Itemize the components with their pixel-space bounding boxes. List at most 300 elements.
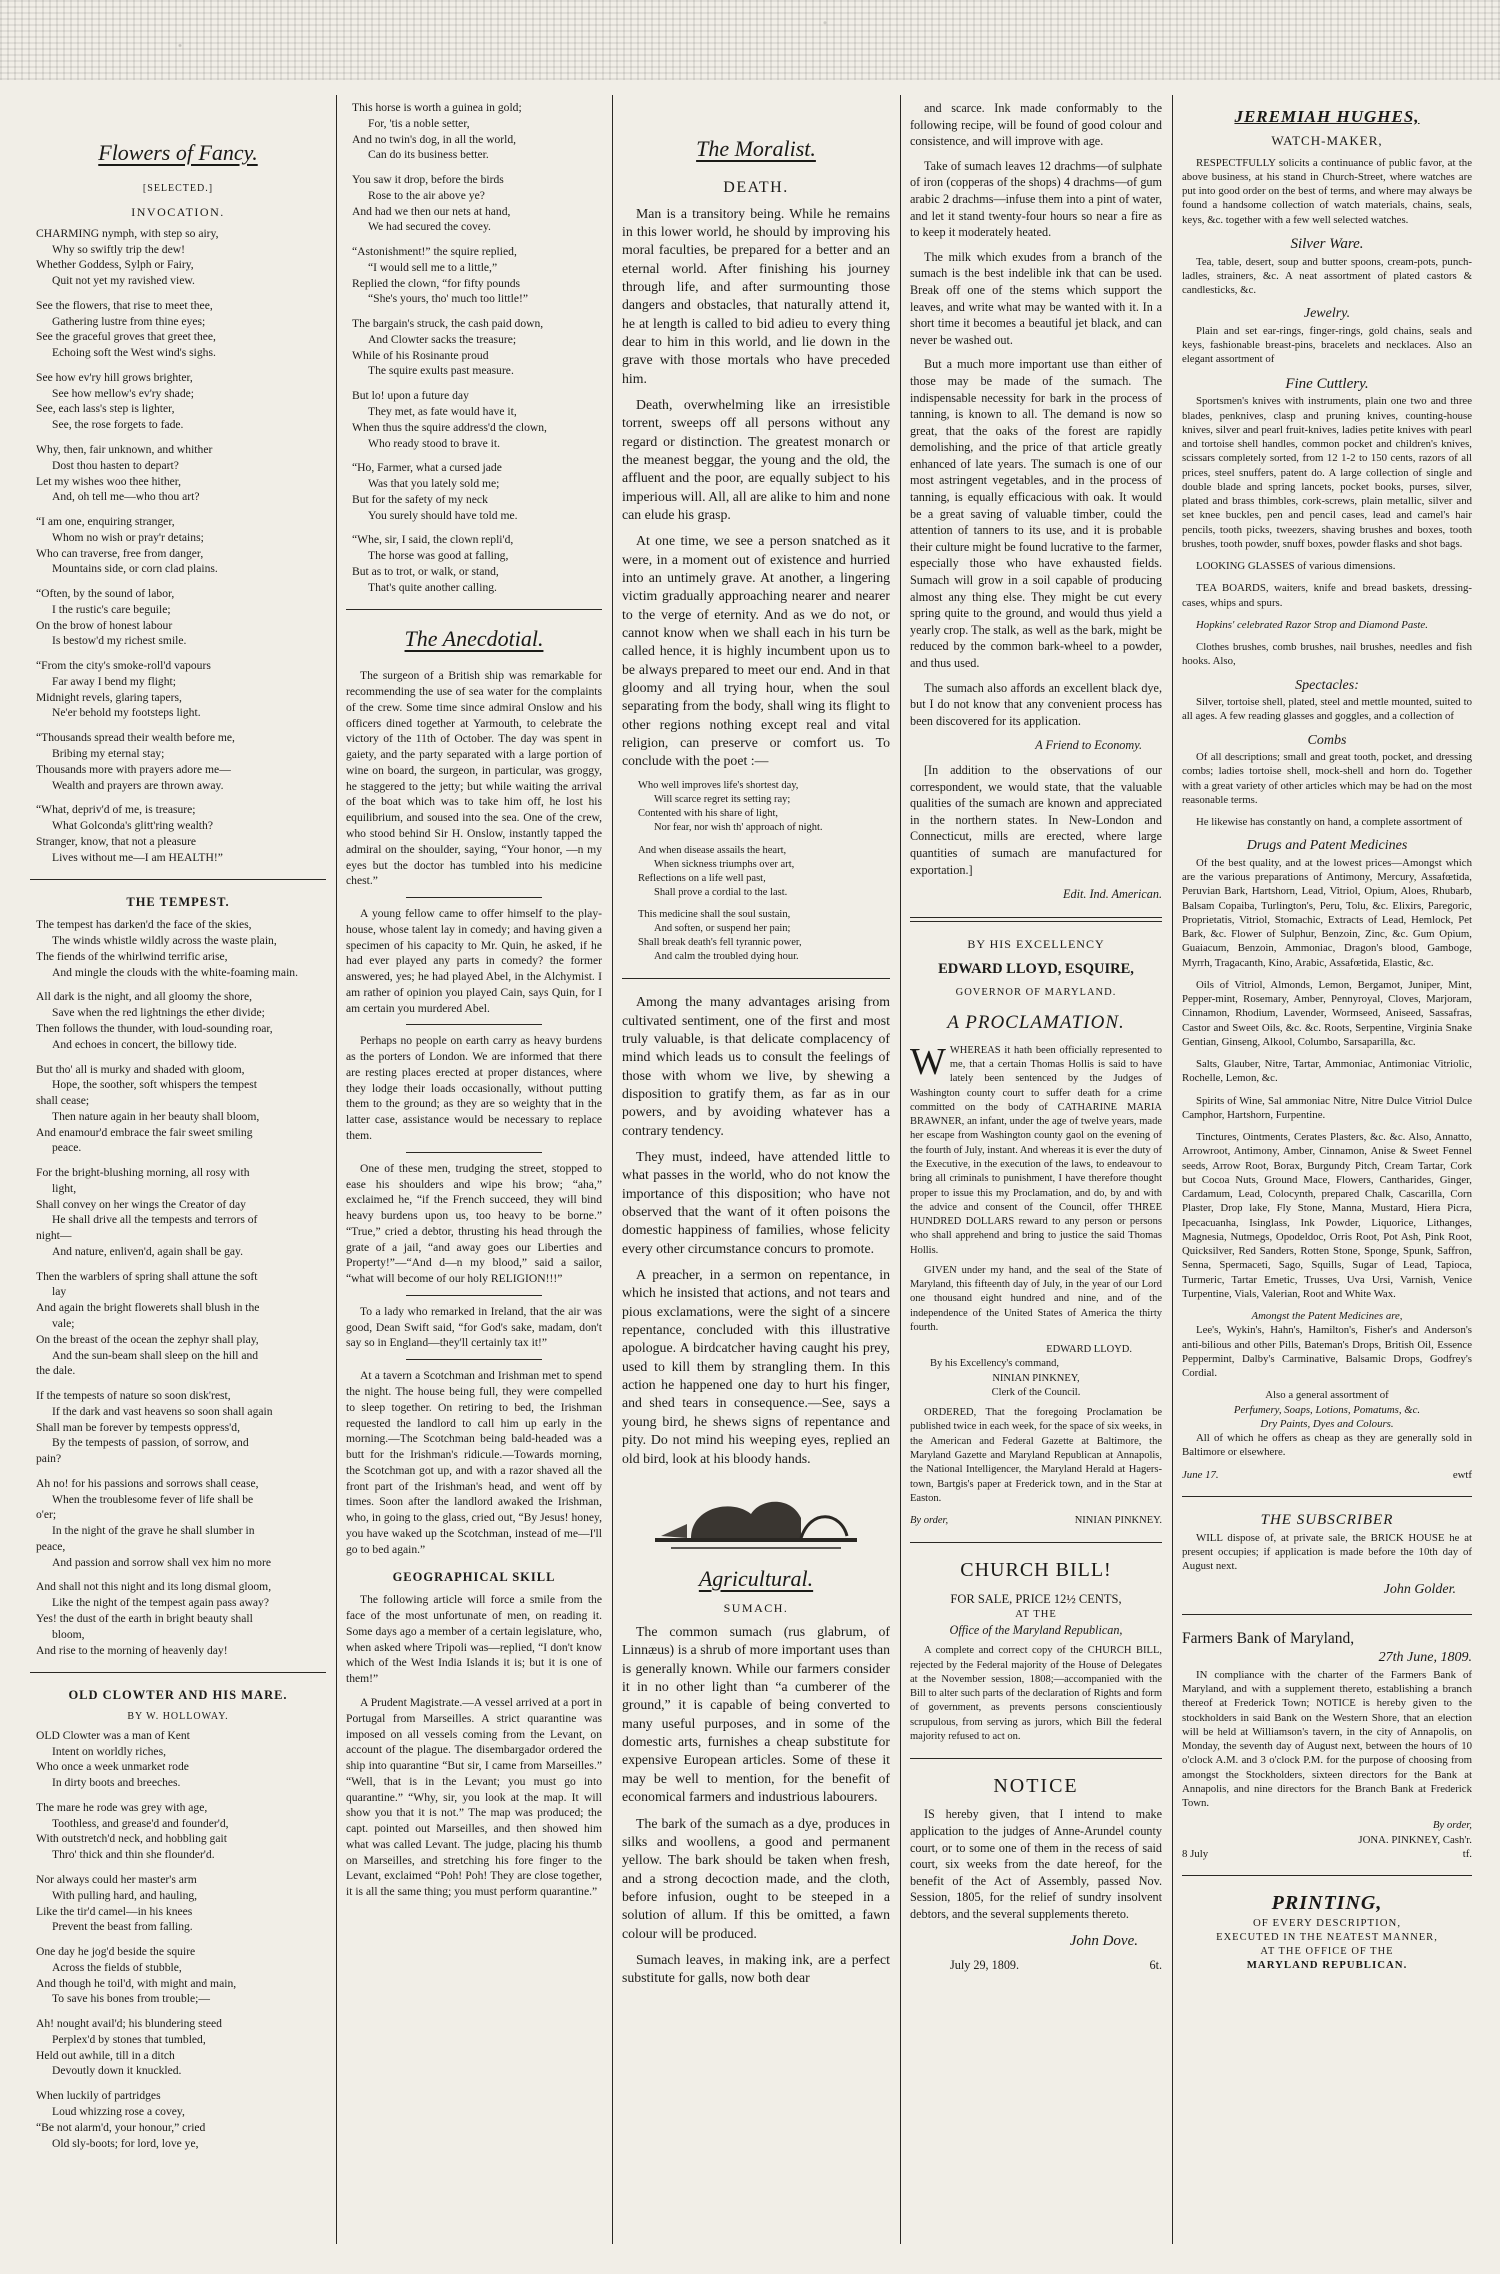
verse-line: o'er; [36,1508,57,1522]
bank-date: 27th June, 1809. [1378,1650,1472,1666]
cutlery-heading: Fine Cuttlery. [1285,375,1369,392]
verse-line: lay [52,1285,67,1299]
divider [406,1295,542,1296]
closing-text: All of which he offers as cheap as they are generally sold in Baltimore or elsewhere. [1182,1432,1472,1459]
verse-line: Lives without me—I am HEALTH!” [52,850,223,864]
verse-line: Will scarce regret its setting ray; [654,793,791,805]
verse-line: And, oh tell me—who thou art? [52,490,200,504]
stanza [638,844,890,900]
verse-line: If the tempests of nature so soon disk'rest, [36,1389,231,1403]
printing-line1: OF EVERY DESCRIPTION, [1252,1917,1402,1930]
stanza [36,1728,326,1791]
verse-line: Dost thou hasten to depart? [52,458,179,472]
sumach-paragraph: But a much more important use than either of those may be made of the sumach. The indispensable necessity for bark in the process of tanning, is known to all. The demand is now so great, that the oaks of the forest are rapidly demolishing, and the price of that article greatly enhanced of late years. The sumach is one of our most astringent vegetables, and in the process of tanning, is equally efficacious with oak. It would be a great saving of valuable timber, could the attention of tanners to its use, and it is probable their culture might be found lucrative to the farmer, especially those who have exhausted fields. Sumach will grow in a soil capable of producing almost any thing else. They might be cut every spring quite to the ground, and would thus yield a yearly crop. The stalk, as well as the bark, might be reduced by the common bark-wheel to a powder, and thus used. [910,357,1162,670]
silver-text: Tea, table, desert, soup and butter spoons, cream-pots, punch-ladles, strainers, &c. A neat assortment of plated castors & candlesticks, &c. [1182,255,1472,297]
likewise-text: He likewise has constantly on hand, a complete assortment of [1196,816,1463,829]
verse-line: The mare he rode was grey with age, [36,1800,208,1814]
poem-title-invocation: INVOCATION. [131,204,225,219]
verse-line: Intent on worldly riches, [52,1744,166,1758]
verse-line: Ah no! for his passions and sorrows shall cease, [36,1476,259,1490]
verse-line: Replied the clown, “for fifty pounds [352,276,521,290]
stanza [36,1165,326,1260]
divider [30,879,326,880]
verse-line: Contented with his share of light, [638,807,778,819]
verse-line: “Thousands spread their wealth before me, [36,731,235,745]
verse-line: In dirty boots and breeches. [52,1776,181,1790]
sumach-paragraph: The milk which exudes from a branch of the sumach is the best indelible ink that can be used. Break off one of the stems which support the leaves, and write what may be wanted with it. In a short time it becomes a beautiful jet black, and can never be washed out. [910,249,1162,347]
verse-line: bloom, [52,1627,85,1641]
verse-line: Ne'er behold my footsteps light. [52,706,201,720]
verse-line: On the breast of the ocean the zephyr shall play, [36,1332,259,1346]
verse-line: And shall not this night and its long dismal gloom, [36,1580,272,1594]
death-verse [638,779,890,964]
verse-line: One day he jog'd beside the squire [36,1945,196,1959]
verse-line: On the brow of honest labour [36,618,173,632]
verse-line: night— [36,1229,72,1243]
divider [406,897,542,898]
proclamation-clerk-title: Clerk of the Council. [991,1386,1081,1398]
verse-line: Is bestow'd my richest smile. [52,634,187,648]
verse-line: Who well improves life's shortest day, [638,779,799,791]
perfumes-text: Perfumery, Soaps, Lotions, Pomatums, &c. [1233,1403,1421,1416]
verse-line: If the dark and vast heavens so soon shall again [52,1404,273,1418]
verse-line: With pulling hard, and hauling, [52,1888,198,1902]
verse-line: And nature, enliven'd, again shall be gay. [52,1244,243,1258]
verse-line: For the bright-blushing morning, all rosy with [36,1166,250,1180]
verse-line: And though he toil'd, with might and main, [36,1976,237,1990]
divider [1182,1496,1472,1497]
stanza [36,1388,326,1467]
church-bill-body: A complete and correct copy of the CHURCH BILL, rejected by the Federal majority of the House of Delegates at the November session, 1808;—accompanied with the Bill to alter such parts of the declaration of Rights and form of government, as prevents persons conscientiously scrupulous, from serving as jurors, which Bill the federal majority refused to act on. [910,1645,1162,1742]
poem-invocation [36,226,326,866]
verse-line: Then the warblers of spring shall attune the soft [36,1269,258,1283]
notice-body: IS hereby given, that I intend to make application to the judges of Anne-Arundel county court, or to some one of them in the recess of said court, six weeks from the date hereof, for the benefit of the Act of Assembly, passed Nov. Session, 1805, for the relief of sundry insolvent debtors, and the several supplements thereto. [910,1807,1162,1921]
death-paragraph: Death, overwhelming like an irresistible torrent, sweeps off all persons without any regard or distinction. The greatest monarch or the meanest beggar, the young and the old, the affluent and the poor, are equally subject to his imperious will. All, all are alike to him and none can elude his grasp. [622,396,890,523]
verse-line: Reflections on a life well past, [638,872,766,884]
drugs-text: Of the best quality, and at the lowest prices—Amongst which are the various preparations of Antimony, Mercury, Assafœtida, Peruvian Bark, Hartshorn, Lead, Vitriol, Opium, Aloes, Rhubarb, Balsam Copaiba, Turlington's, Peru, Tolu, &c. Elixirs, Paregoric, Proprietatis, Vitriol, Stomachic, Extracts of Lead, Hemlock, Pet Bark, &c. Flower of Sulphur, Benzoin, Zinc, &c. Gum Opium, Guaiacum, Benzoin, Ammoniac, Dragon's blood, Gamboge, Myrrh, Tragacanth, Kino, Arabic, Assafœtida, Elastic, &c. [1182,856,1472,969]
verse-line: Stranger, know, that not a pleasure [36,834,197,848]
section-title-anecdotial: The Anecdotial. [404,626,544,652]
death-paragraph: Man is a transitory being. While he remains in this lower world, he should by improving his moral faculties, be prepared for a better and an eternal world. After finishing his journey through life, and after surmounting those dangers and obstacles, that naturally attend it, he at length is called to bid adieu to every thing dear to him in this world, and lie down in the grave with those mortals who have preceded him. [622,205,890,386]
column-1 [30,100,326,2244]
verse-line: They met, as fate would have it, [368,405,517,419]
verse-line: light, [52,1181,77,1195]
verse-line: See, each lass's step is lighter, [36,402,175,416]
stanza [36,370,326,433]
verse-line: shall cease; [36,1094,90,1108]
anecdote-paragraph: The surgeon of a British ship was remarkable for recommending the use of sea water for the complaints of the crew. Some time since admiral Onslow and his officers dined together at Yarmouth, to celebrate the victory of the 11th of October. The day was spent in gaiety, and the party separated with a large portion of wine on board, the surgeon, in particular, was groggy, he staggered to the jetty; but while waiting the arrival of the boat which was to take him off, he lost his equilibrium, and soused into the sea. One of the crew, who stood behind Sir H. Onslow, instantly tapped the admiral on the shoulder, saying, “Your honor, —n my eyes but the doctor has tumbled into his medicine chest.” [346,669,602,888]
verse-line: Shall break death's fell tyrannic power, [638,937,802,949]
patent-heading: Amongst the Patent Medicines are, [1251,1310,1403,1323]
proclamation-signer: EDWARD LLOYD. [1046,1344,1132,1356]
proclamation-given: GIVEN under my hand, and the seal of the State of Maryland, this fifteenth day of July, in the year of our Lord one thousand eight hundred and nine, and of the independence of the United States of America the thirty fourth. [910,1264,1162,1333]
stanza [352,388,602,451]
stanza [36,1579,326,1658]
verse-line: OLD Clowter was a man of Kent [36,1728,190,1742]
sumach-continued [910,100,1162,729]
hughes-footer: June 17. ewtf [1182,1468,1472,1481]
moral-paragraph: They must, indeed, have attended little to what passes in the world, who do not know the importance of this disposition; who have not observed that the want of it often poisons the domestic happiness of families, whose felicity every other circumstance concurs to promote. [622,1149,890,1256]
geo-paragraph: The following article will force a smile from the face of the most unfortunate of men, on reading it. Some days ago a member of a certain legislature, who, when asked where Tripoli was—replied, “I don't know which of the West India Islands it is; but it is one of them!” [346,1593,602,1686]
sumach-signature: A Friend to Economy. [1035,738,1142,753]
verse-line: “I am one, enquiring stranger, [36,515,175,529]
verse-line: “She's yours, tho' much too little!” [368,292,529,306]
selected-label: [SELECTED.] [142,182,214,194]
bank-footer: 8 July tf. [1182,1847,1472,1860]
editor-note: [In addition to the observations of our correspondent, we would state, that the valuable qualities of the sumach are known and appreciated in the northern states. In New-London and Connecticut, mills are erected, where large quantities of sumach are manufactured for exportation.] [910,762,1162,877]
verse-line: And mingle the clouds with the white-foaming main. [52,965,298,979]
bank-title: Farmers Bank of Maryland, [1182,1629,1355,1647]
verse-line: And passion and sorrow shall vex him no more [52,1555,271,1569]
verse-line: For, 'tis a noble setter, [368,116,470,130]
verse-line: Midnight revels, glaring tapers, [36,690,182,704]
anecdote-paragraph: To a lady who remarked in Ireland, that the air was good, Dean Swift said, “for God's sake, madam, don't say so in England—they'll certainly tax it!” [346,1304,602,1350]
church-bill-title: CHURCH BILL! [960,1559,1112,1582]
razor-text: Clothes brushes, comb brushes, nail brushes, needles and fish hooks. Also, [1182,641,1472,668]
spectacles-heading: Spectacles: [1295,677,1359,693]
divider [406,1359,542,1360]
verse-line: Save when the red lightnings the ether divide; [52,1006,265,1020]
oils-text: Oils of Vitriol, Almonds, Lemon, Bergamot, Juniper, Mint, Pepper-mint, Rosemary, Amber, Pennyroyal, Cloves, Marjoram, Cinnamon, Rhodium, Lavender, Wormseed, Aniseed, Sassafras, Castor and Sweet Oils, &c. &c. Roots, Serpentine, Virginia Snake Gentian, Ginseng, Alkool, Columbo, Sarsaparilla, &c. [1182,978,1472,1048]
verse-line: You saw it drop, before the birds [352,173,504,187]
printing-title: PRINTING, [1271,1892,1383,1914]
verse-line: “Astonishment!” the squire replied, [352,245,517,259]
verse-line: Shall prove a cordial to the last. [654,886,788,898]
stanza [36,442,326,505]
poem-title-clowter: OLD CLOWTER AND HIS MARE. [68,1688,288,1703]
stanza [36,226,326,289]
verse-line: peace, [36,1539,66,1553]
sumach-paragraph: and scarce. Ink made conformably to the following recipe, will be found of good colour and consistence, and will improve with age. [910,101,1162,149]
stanza [36,658,326,721]
section-title-agricultural: Agricultural. [698,1565,814,1591]
divider [910,1542,1162,1543]
verse-line: And echoes in concert, the billowy tide. [52,1037,237,1051]
divider [1182,1875,1472,1876]
poem-title-tempest: THE TEMPEST. [126,895,230,910]
stanza [36,2016,326,2079]
printing-line4: MARYLAND REPUBLICAN. [1246,1959,1408,1972]
verse-line: Across the fields of stubble, [52,1960,182,1974]
verse-line: See the graceful groves that greet thee, [36,330,216,344]
verse-line: The horse was good at falling, [368,549,509,563]
stanza [36,917,326,980]
bank-by-order: By order, [1432,1819,1472,1832]
stanza [36,1476,326,1571]
verse-line: But lo! upon a future day [352,389,469,403]
verse-line: To save his bones from trouble;— [52,1992,210,2006]
bank-body: IN compliance with the charter of the Farmers Bank of Maryland, and with a supplement thereto, establishing a branch thereof at Frederick Town; NOTICE is hereby given to the stockholders in said Bank on the Western Shore, that an election will be held at Williamson's tavern, in the city of Annapolis, on Monday, the seventh day of August next, between the hours of 10 o'clock A.M. and 3 o'clock P.M. for the purpose of choosing from amongst the Stockholders, sixteen directors for the Bank at Annapolis, and nine directors for the Branch Bank at Frederick Town. [1182,1668,1472,1809]
column-rule [1172,95,1173,2244]
anecdote-paragraph: Perhaps no people on earth carry as heavy burdens as the porters of London. We are informed that there are resting places erected at proper distances, where they lodge their loads occasionally, without putting them to the ground; as they are so weighty that in the latter case, assistance would be necessary to replace them. [346,1034,602,1143]
stanza [36,514,326,577]
verse-line: The tempest has darken'd the face of the skies, [36,918,252,932]
stanza [36,1944,326,2007]
dry-paints-text: Dry Paints, Dyes and Colours. [1260,1417,1394,1430]
stanza [36,730,326,793]
printing-line2: EXECUTED IN THE NEATEST MANNER, [1216,1931,1438,1943]
proclamation-by: BY HIS EXCELLENCY [967,936,1105,951]
section-title-flowers: Flowers of Fancy. [98,140,258,165]
article-title-sumach: SUMACH. [723,1601,789,1616]
verse-line: Shall convey on her wings the Creator of day [36,1197,246,1211]
column-4 [910,100,1162,2244]
verse-line: And enamour'd embrace the fair sweet smiling [36,1125,253,1139]
column-5 [1182,100,1472,2244]
divider [30,1672,326,1673]
printing-line3: AT THE OFFICE OF THE [1260,1945,1394,1957]
verse-line: Then nature again in her beauty shall bloom, [52,1109,260,1123]
divider [910,1758,1162,1759]
anecdotes-list [346,668,602,1557]
church-bill-at: AT THE [1015,1608,1057,1620]
verse-line: Like the tir'd camel—in his knees [36,1904,193,1918]
proclamation-ordered: ORDERED, That the foregoing Proclamation be published twice in each week, for the space of six weeks, in the American and Federal Gazette at Baltimore, the Maryland Gazette and Maryland Republican at Annapolis, the National Intelligencer, the Maryland Herald at Hagers-town, Bartgis's paper at Frederick town, and in the Star at Easton. [910,1407,1162,1504]
verse-line: Echoing soft the West wind's sighs. [52,346,216,360]
verse-line: When sickness triumphs over art, [654,858,795,870]
verse-line: “Ho, Farmer, what a cursed jade [352,461,502,475]
stanza [36,1872,326,1935]
verse-line: And soften, or suspend her pain; [654,923,791,935]
verse-line: Who ready stood to brave it. [368,436,501,450]
verse-line: You surely should have told me. [368,508,518,522]
section-title-moralist: The Moralist. [696,136,816,161]
verse-line: Why so swiftly trip the dew! [52,242,185,256]
geo-title: GEOGRAPHICAL SKILL [392,1570,556,1585]
verse-line: Perplex'd by stones that tumbled, [52,2032,206,2046]
stanza [36,802,326,865]
poem-clowter [36,1728,326,2151]
verse-line: And no twin's dog, in all the world, [352,132,517,146]
stanza [36,586,326,649]
proclamation-title: A PROCLAMATION. [947,1012,1125,1034]
verse-line: And Clowter sacks the treasure; [368,332,517,346]
verse-line: “Whe, sir, I said, the clown repli'd, [352,533,514,547]
stanza [638,908,890,964]
stanza [36,989,326,1052]
column-3 [622,100,890,2244]
hughes-trade: WATCH-MAKER, [1271,133,1383,149]
spirits-text: Spirits of Wine, Sal ammoniac Nitre, Nitre Dulce Vitriol Dulce Camphor, Hartshorn, Furpentine. [1182,1094,1472,1121]
stanza [36,1062,326,1157]
verse-line: When the troublesome fever of life shall be [52,1492,254,1506]
jewelry-text: Plain and set ear-rings, finger-rings, gold chains, seals and keys, fashionable breast-pins, bracelets and necklaces. Also an elegant assortment of [1182,324,1472,366]
verse-line: The bargain's struck, the cash paid down, [352,317,544,331]
verse-line: And when disease assails the heart, [638,844,787,856]
sumach-paragraph: The bark of the sumach as a dye, produces in silks and woollens, a good and permanent yellow. The bark should be taken when fresh, and a strong decoction made, and the cloth, before infusion, ought to be steeped in a solution of allum. If this be omitted, a fawn colour will be produced. [622,1815,890,1941]
verse-line: Wealth and prayers are thrown away. [52,778,224,792]
verse-line: Shall man be forever by tempests oppress'd, [36,1420,240,1434]
divider [406,1024,542,1025]
looking-glasses: LOOKING GLASSES of various dimensions. [1196,560,1396,573]
proclamation-by-order: By order, NINIAN PINKNEY. [910,1515,1162,1527]
stanza [352,532,602,595]
hughes-name: JEREMIAH HUGHES, [1234,107,1420,126]
sumach-paragraph: The sumach also affords an excellent black dye, but I do not know that any convenient process has been discovered for its application. [910,680,1162,728]
hughes-intro: RESPECTFULLY solicits a continuance of public favor, at the above business, at his stand in Church-Street, where watches are put into good order on the best of terms, and where may always be found a handsome collection of watch materials, chains, seals, keys, &c. together with a few well selected watches. [1182,156,1472,226]
poem-tempest [36,917,326,1658]
verse-line: Yes! the dust of the earth in bright beauty shall [36,1612,253,1625]
verse-line: Bribing my eternal stay; [52,747,165,761]
verse-line: Who can traverse, free from danger, [36,546,204,560]
verse-line: When luckily of partridges [36,2089,161,2103]
verse-line: See how mellow's ev'ry shade; [52,386,194,400]
death-paragraphs [622,205,890,771]
notice-title: NOTICE [993,1775,1079,1798]
death-paragraph: At one time, we see a person snatched as it were, in a moment out of existence and hurried into an untimely grave. At another, a lingering victim gradually approaching nearer and nearer to the verge of eternity. And as we do not, or cannot know when we shall each in his turn be called hence, it is highly incumbent upon us to be always prepared to meet our end. And in that gloomy and all trying hour, when the soul separating from the body, shall wing its flight to other regions nothing except real and vital religion, can preserve or comfort us. To conclude with the poet :— [622,533,890,769]
proclamation-body: WWHEREAS it hath been officially represented to me, that a certain Thomas Hollis is said to have lately been sentenced by the Judges of Washington county court to suffer death for a crime committed on the body of CATHARINE MARIA BRAWNER, an infant, under the age of twelve years, made her escape from Washington county gaol on the evening of the fourth of July, instant. And whereas it is ever the duty of the Executive, in the execution of the laws, to endeavour to bring all criminals to punishment, I have therefore thought proper to issue this my Proclamation, and do, by and with the advice and consent of the Council, offer THREE HUNDRED DOLLARS reward to any person or persons who shall apprehend and bring to justice the said Thomas Hollis. [910,1040,1162,1256]
verse-line: Nor fear, nor wish th' approach of night. [654,821,823,833]
combs-heading: Combs [1307,732,1347,748]
verse-line: “From the city's smoke-roll'd vapours [36,659,211,673]
verse-line: Thousands more with prayers adore me— [36,762,231,776]
anecdote-paragraph: A young fellow came to offer himself to the play-house, whose talent lay in comedy; and having given a specimen of his capacity to Mr. Quin, he asked, if he had ever played any parts in comedy? the former answered, yes; he had played Abel, in the Alchymist. I am rather of opinion you played Cain, says Quin, for I am certain you murdered Abel. [346,907,602,1015]
verse-line: Loud whizzing rose a covey, [52,2104,185,2118]
verse-line: But tho' all is murky and shaded with gloom, [36,1062,245,1076]
proclamation-clerk: NINIAN PINKNEY, [992,1372,1080,1384]
verse-line: And had we then our nets at hand, [352,204,511,218]
divider [406,1152,542,1153]
patent-text: Lee's, Wykin's, Hahn's, Hamilton's, Fisher's and Anderson's anti-bilious and other Pills, Bateman's Drops, British Oil, Essence Peppermint, Dalby's Carminative, Balsamic Drops, Godfrey's Cordial. [1182,1324,1472,1380]
verse-line: “Be not alarm'd, your honour,” cried [36,2120,206,2134]
verse-line: And rise to the morning of heavenly day! [36,1643,228,1657]
verse-line: Hope, the soother, soft whispers the tempest [52,1078,257,1092]
subscriber-body: WILL dispose of, at private sale, the BRICK HOUSE he at present occupies; if application is made before the 10th day of August next. [1182,1531,1472,1573]
stanza [352,316,602,379]
verse-line: Mountains side, or corn clad plains. [52,562,218,576]
verse-line: Whom no wish or pray'r detains; [52,530,204,544]
stanza [352,460,602,523]
anecdote-paragraph: One of these men, trudging the street, stopped to ease his shoulders and wipe his brow; “aha,” exclaimed he, “if the French succeed, they will bind heavy burdens upon us, too heavy to be borne.” “True,” cried a debtor, thrusting his head through the grate of a jail, “and away goes our Liberties and Property!”—“And d—n my blood,” said a sailor, “what will become of our holy RELIGION!!!” [346,1161,602,1286]
verse-line: That's quite another calling. [368,580,497,594]
stanza [36,2088,326,2151]
sumach-paragraph: Take of sumach leaves 12 drachms—of sulphate of iron (copperas of the shops) 4 drachms—of gum arabic 2 drachms—infuse them into a pint of water, and let it stand twenty-four hours so near a fire as to keep it moderately heated. [910,158,1162,240]
tinctures-text: Tinctures, Ointments, Cerates Plasters, &c. &c. Also, Annatto, Arrowroot, Antimony, Amber, Cinnamon, Anise & Sweet Fennel seeds, Arrow Root, Borax, Burgundy Pitch, Cream Tartar, Cork but Cocoa Nuts, Ground Mace, Flowers, Cantharides, Ginger, Cardamum, Lead, Colocynth, prepared Chalk, Cascarilla, Corn Plaster, Drop lake, Fly Stone, Manna, Mustard, Hiera Picra, Ipecacuanha, Isinglass, Ink Powder, Liquorice, Lithanges, Magnesia, Nutmegs, Opodeldoc, Orris Root, Pot Ash, Pink Root, Quicksilver, Red Sanders, Rotten Stone, Sponge, Spunk, Saffron, Senna, Spermaceti, Sago, Squills, Sugar of Lead, Tapioca, Turmeric, Tartar Emetic, Trusses, Uva Ursi, Varnish, Venice Turpentine, Vials, Valerian, Root and White Wax. [1182,1131,1472,1300]
razor-heading: Hopkins' celebrated Razor Strop and Diamond Paste. [1196,618,1428,631]
moral-paragraphs [622,993,890,1468]
dropcap-w: W [910,1040,946,1083]
moral-paragraph: A preacher, in a sermon on repentance, in which he insisted that actions, and not tears and pious exclamations, were the sight of a sincere repentance, concluded with this illustrative apologue. A birdcatcher having caught his prey, used to kill them by strangling them. In this action he happened one day to hurt his finger, and shed tears in consequence.—See, says a young bird, he shews signs of repentance and pity. Do not mind his weeping eyes, replied an old bird, look at his bloody hands. [622,1267,890,1466]
divider [1182,1614,1472,1615]
verse-line: Prevent the beast from falling. [52,1920,193,1934]
verse-line: The squire exults past measure. [368,364,514,378]
stanza [36,1800,326,1863]
sumach-paragraph: Sumach leaves, in making ink, are a perfect substitute for galls, now both dear [622,1951,890,1986]
verse-line: We had secured the covey. [368,220,491,234]
verse-line: Held out awhile, till in a ditch [36,2048,175,2062]
verse-line: Can do its business better. [368,148,489,162]
verse-line: With outstretch'd neck, and hobbling gait [36,1832,227,1846]
verse-line: Rose to the air above ye? [368,188,485,202]
column-2 [346,100,602,2244]
verse-line: pain? [36,1452,62,1466]
farm-vignette-illustration [651,1478,861,1554]
verse-line: Ah! nought avail'd; his blundering steed [36,2017,222,2031]
column-rule [900,95,901,2244]
verse-line: See, the rose forgets to fade. [52,418,184,432]
byline: BY W. HOLLOWAY. [127,1711,229,1723]
proclamation-name: EDWARD LLOYD, ESQUIRE, [938,961,1134,978]
editor-note-signature: Edit. Ind. American. [1063,887,1162,902]
verse-line: vale; [52,1316,75,1330]
also-text: Also a general assortment of [1265,1389,1389,1402]
column-rule [336,95,337,2244]
verse-line: Let my wishes woo thee hither, [36,474,182,488]
verse-line: Far away I bend my flight; [52,674,176,688]
verse-line: This medicine shall the soul sustain, [638,909,791,921]
church-bill-office: Office of the Maryland Republican, [949,1622,1123,1637]
verse-line: Was that you lately sold me; [368,477,500,491]
verse-line: I the rustic's care beguile; [52,602,171,616]
subscriber-signature: John Golder. [1383,1582,1456,1598]
verse-line: Then follows the thunder, with loud-sounding roar, [36,1021,273,1035]
verse-line: And the sun-beam shall sleep on the hill and [52,1348,259,1362]
notice-footer: July 29, 1809. 6t. [950,1957,1162,1972]
notice-signature: John Dove. [1069,1932,1138,1949]
stanza [638,779,890,835]
verse-line: “I would sell me to a little,” [368,260,498,274]
column-rule [612,95,613,2244]
poem-clowter-continued [352,100,602,595]
verse-line: But as to trot, or walk, or stand, [352,564,499,578]
drugs-heading: Drugs and Patent Medicines [1246,838,1408,854]
bank-cashier: JONA. PINKNEY, Cash'r. [1358,1833,1472,1846]
geo-paragraph: A Prudent Magistrate.—A vessel arrived at a port in Portugal from Marseilles. A strict quarantine was imposed on all vessels coming from the Levant, on account of the plague. The disembargador ordered the ship into quarantine “But sir, I came from Marseilles.” “Well, that is in the Levant; you must go into quarantine.” “Why, sir, you look at the map. It will show you that it is not.” The map was produced; the capt. pointed out Marseilles, and then showed him what was called Levant. The judge, placing his thumb on Marseilles, and stretching his fore finger to the Levant, exclaimed “Poh! Poh! They are close together, it is all the same thing; you must perform quarantine.” [346,1695,602,1899]
verse-line: Devoutly down it knuckled. [52,2064,182,2078]
proclamation-command: By his Excellency's command, [930,1358,1060,1370]
verse-line: And again the bright flowerets shall blush in the [36,1301,260,1315]
verse-line: In the night of the grave he shall slumber in [52,1524,255,1538]
subscriber-title: THE SUBSCRIBER [1260,1511,1394,1528]
verse-line: Nor always could her master's arm [36,1873,197,1887]
verse-line: CHARMING nymph, with step so airy, [36,226,219,240]
divider [622,978,890,979]
jewelry-heading: Jewelry. [1303,306,1351,322]
divider [346,609,602,610]
verse-line: Toothless, and grease'd and founder'd, [52,1816,229,1830]
verse-line: Why, then, fair unknown, and whither [36,443,213,456]
stanza [352,172,602,235]
verse-line: Whether Goddess, Sylph or Fairy, [36,258,194,272]
sumach-paragraph: The common sumach (rus glabrum, of Linnæus) is a shrub of more important uses than is generally known. While our farmers consider it in no other light than “a cumberer of the ground,” it is capable of being converted to many useful purposes, and in some of the domestic arts, furnishes a cheap substitute for expensive European articles. Some of these it may be well to mention, for the benefit of economical farmers and industrious labourers. [622,1624,890,1805]
verse-line: What Golconda's glitt'ring wealth? [52,819,213,833]
verse-line: “What, depriv'd of me, is treasure; [36,803,196,817]
verse-line: See how ev'ry hill grows brighter, [36,370,193,384]
verse-line: Who once a week unmarket rode [36,1760,189,1774]
stanza [352,244,602,307]
verse-line: Gathering lustre from thine eyes; [52,314,206,328]
verse-line: Thro' thick and thin she flounder'd. [52,1848,215,1862]
combs-text: Of all descriptions; small and great tooth, pocket, and dressing combs; ladies tortoise shell, mock-shell and horn do. Together with a great variety of other articles which may be had on the most reasonable terms. [1182,751,1472,806]
anecdote-paragraph: At a tavern a Scotchman and Irishman met to spend the night. The house being full, they were compelled to sleep together. On retiring to bed, the Irishman requested the landlord to call him up early in the morning.—The Scotchman being bald-headed was a butt for the Irishman's ridicule.—Towards morning, the Scotchman got up, and with a razor shaved all the front part of the Irishman's head, and went off by times. Soon after the landlord awaked the Irishman, who, in going to the glass, cried out, “By Jesus! honey, you have waked up the Scotchman, instead of me—I'll go to bed again.” [346,1369,602,1556]
verse-line: While of his Rosinante proud [352,348,489,362]
verse-line: He shall drive all the tempests and terrors of [52,1213,258,1227]
verse-line: peace. [52,1141,82,1155]
geo-paragraphs [346,1592,602,1900]
verse-line: The winds whistle wildly across the waste plain, [52,934,277,948]
cutlery-text: Sportsmen's knives with instruments, plain one two and three blades, penknives, clasp and pruning knives, counting-house knives, silver and pearl fruit-knives, ladies petite knives with pearl and tortoise shell handles, common pocket and children's knives, scissars completely sorted, from 12 1-2 to 150 cents, razors of all prices, steel snuffers, patent do. A large collection of single and double blade and spring lancets, pocket books, purses, silver, plated and brass thimbles, cork-screws, plain metallic, silver and set knee buckles, pen and pencil cases, lead and camel's hair pencils, tooth picks, tweezers, shaving brushes and boxes, tooth brushes, tooth powder, snuff boxes, powder flasks and shot bags. [1182,395,1472,550]
verse-line: All dark is the night, and all gloomy the shore, [36,990,253,1004]
moral-paragraph: Among the many advantages arising from cultivated sentiment, one of the first and most truly valuable, is that delicate complacency of mind which leads us to consult the feelings of those with whom we live, by shewing a disposition to gratify them, as far as in our powers, and by avoiding whatever has a contrary tendency. [622,994,890,1138]
salts-text: Salts, Glauber, Nitre, Tartar, Ammoniac, Antimoniac Vitriolic, Rochelle, Lemon, &c. [1182,1058,1472,1085]
tea-boards: TEA BOARDS, waiters, knife and bread baskets, dressing-cases, whips and spurs. [1182,582,1472,609]
verse-line: By the tempests of passion, of sorrow, and [52,1436,249,1450]
verse-line: Like the night of the tempest again pass away? [52,1596,269,1610]
verse-line: When thus the squire address'd the clown, [352,420,547,434]
verse-line: Old sly-boots; for lord, love ye, [52,2136,199,2150]
verse-line: the dale. [36,1364,76,1378]
verse-line: The fiends of the whirlwind terrific arise, [36,949,228,963]
